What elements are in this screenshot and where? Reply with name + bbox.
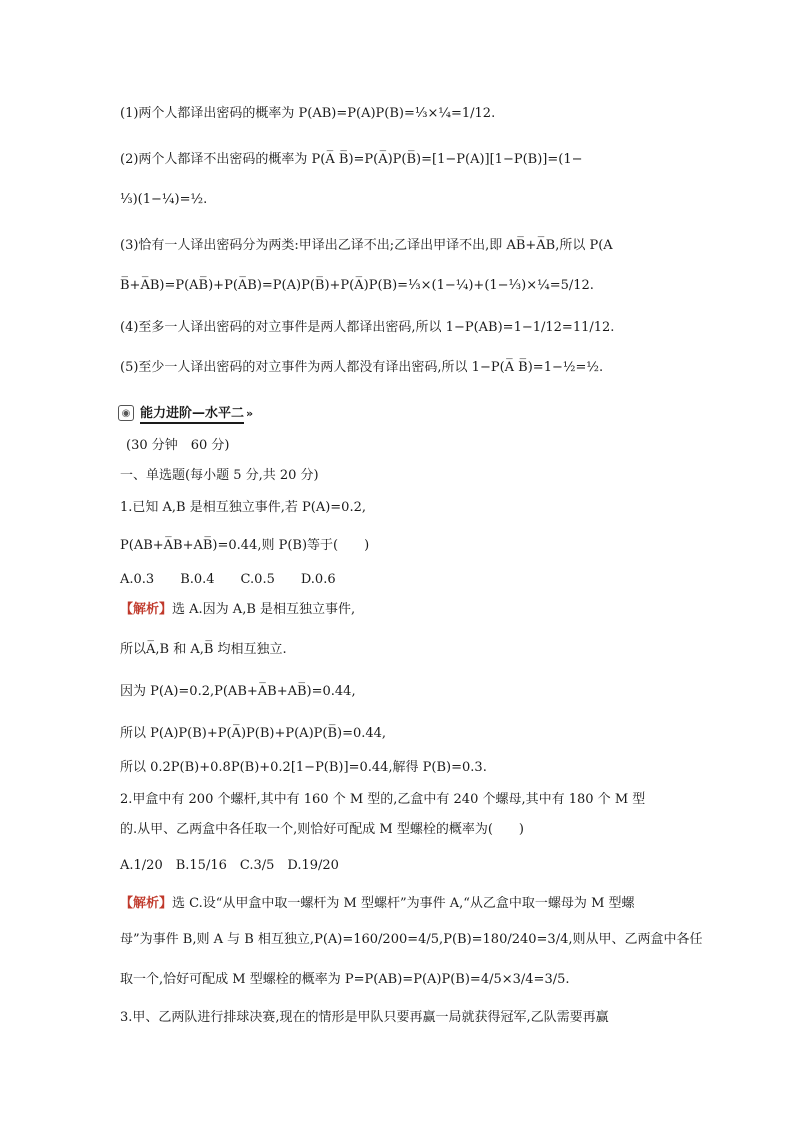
answer-1a-text: 选 A.因为 A,B 是相互独立事件, [172, 602, 356, 617]
solution-line-2a: (2)两个人都译不出密码的概率为 P(A̅ B̅)=P(A̅)P(B̅)=[1−P(A)][1−P(B)]=(1− [120, 152, 583, 167]
question-1-options: A.0.3 B.0.4 C.0.5 D.0.6 [120, 572, 336, 587]
single-choice-heading: 一、单选题(每小题 5 分,共 20 分) [120, 468, 319, 483]
answer-1c: 因为 P(A)=0.2,P(AB+A̅B+AB̅)=0.44, [120, 684, 356, 699]
answer-1a [120, 600, 682, 620]
solution-line-3b: B̅+A̅B)=P(AB̅)+P(A̅B)=P(A)P(B̅)+P(A̅)P(B)=⅓×(1−¼)+(1−⅓)×¼=5/12. [120, 278, 594, 293]
section-title: 能力进阶—水平二 [140, 402, 244, 424]
question-1b: P(AB+A̅B+AB̅)=0.44,则 P(B)等于( ) [120, 538, 370, 553]
time-limit: (30 分钟 60 分) [126, 438, 230, 453]
question-2-options: A.1/20 B.15/16 C.3/5 D.19/20 [120, 858, 339, 873]
question-1a: 1.已知 A,B 是相互独立事件,若 P(A)=0.2, [120, 500, 366, 515]
answer-1d: 所以 P(A)P(B)+P(A̅)P(B)+P(A)P(B̅)=0.44, [120, 726, 387, 741]
solution-line-2b: ⅓)(1−¼)=½. [120, 192, 208, 207]
answer-1e: 所以 0.2P(B)+0.8P(B)+0.2[1−P(B)]=0.44,解得 P(B)=0.3. [120, 760, 487, 775]
analysis-tag: 【解析】 [120, 602, 173, 617]
question-2b: 的.从甲、乙两盒中各任取一个,则恰好可配成 M 型螺栓的概率为( ) [120, 822, 524, 837]
question-3: 3.甲、乙两队进行排球决赛,现在的情形是甲队只要再赢一局就获得冠军,乙队需要再赢 [120, 1010, 609, 1025]
solution-line-3a: (3)恰有一人译出密码分为两类:甲译出乙译不出;乙译出甲译不出,即 AB̅+A̅B,所以 P(A [120, 238, 613, 253]
solution-line-4: (4)至多一人译出密码的对立事件是两人都译出密码,所以 1−P(AB)=1−1/12=11/12. [120, 320, 615, 335]
section-header [118, 402, 253, 424]
answer-2a [120, 894, 682, 914]
double-chevron-icon: » [246, 406, 254, 420]
question-2a: 2.甲盒中有 200 个螺杆,其中有 160 个 M 型的,乙盒中有 240 个螺母,其中有 180 个 M 型 [120, 792, 646, 807]
answer-1b: 所以A̅,B 和 A,B̅ 均相互独立. [120, 642, 287, 657]
solution-line-5: (5)至少一人译出密码的对立事件为两人都没有译出密码,所以 1−P(A̅ B̅)=1−½=½. [120, 360, 604, 375]
answer-2c: 取一个,恰好可配成 M 型螺栓的概率为 P=P(AB)=P(A)P(B)=4/5×3/4=3/5. [120, 972, 570, 987]
answer-2a-text: 选 C.设“从甲盒中取一螺杆为 M 型螺杆”为事件 A,“从乙盒中取一螺母为 M 型螺 [172, 896, 635, 911]
analysis-tag-2: 【解析】 [120, 896, 173, 911]
solution-line-1: (1)两个人都译出密码的概率为 P(AB)=P(A)P(B)=⅓×¼=1/12. [120, 106, 496, 121]
answer-2b: 母”为事件 B,则 A 与 B 相互独立,P(A)=160/200=4/5,P(B)=180/240=3/4,则从甲、乙两盒中各任 [120, 932, 703, 947]
lightbulb-icon: ◉ [118, 405, 134, 421]
